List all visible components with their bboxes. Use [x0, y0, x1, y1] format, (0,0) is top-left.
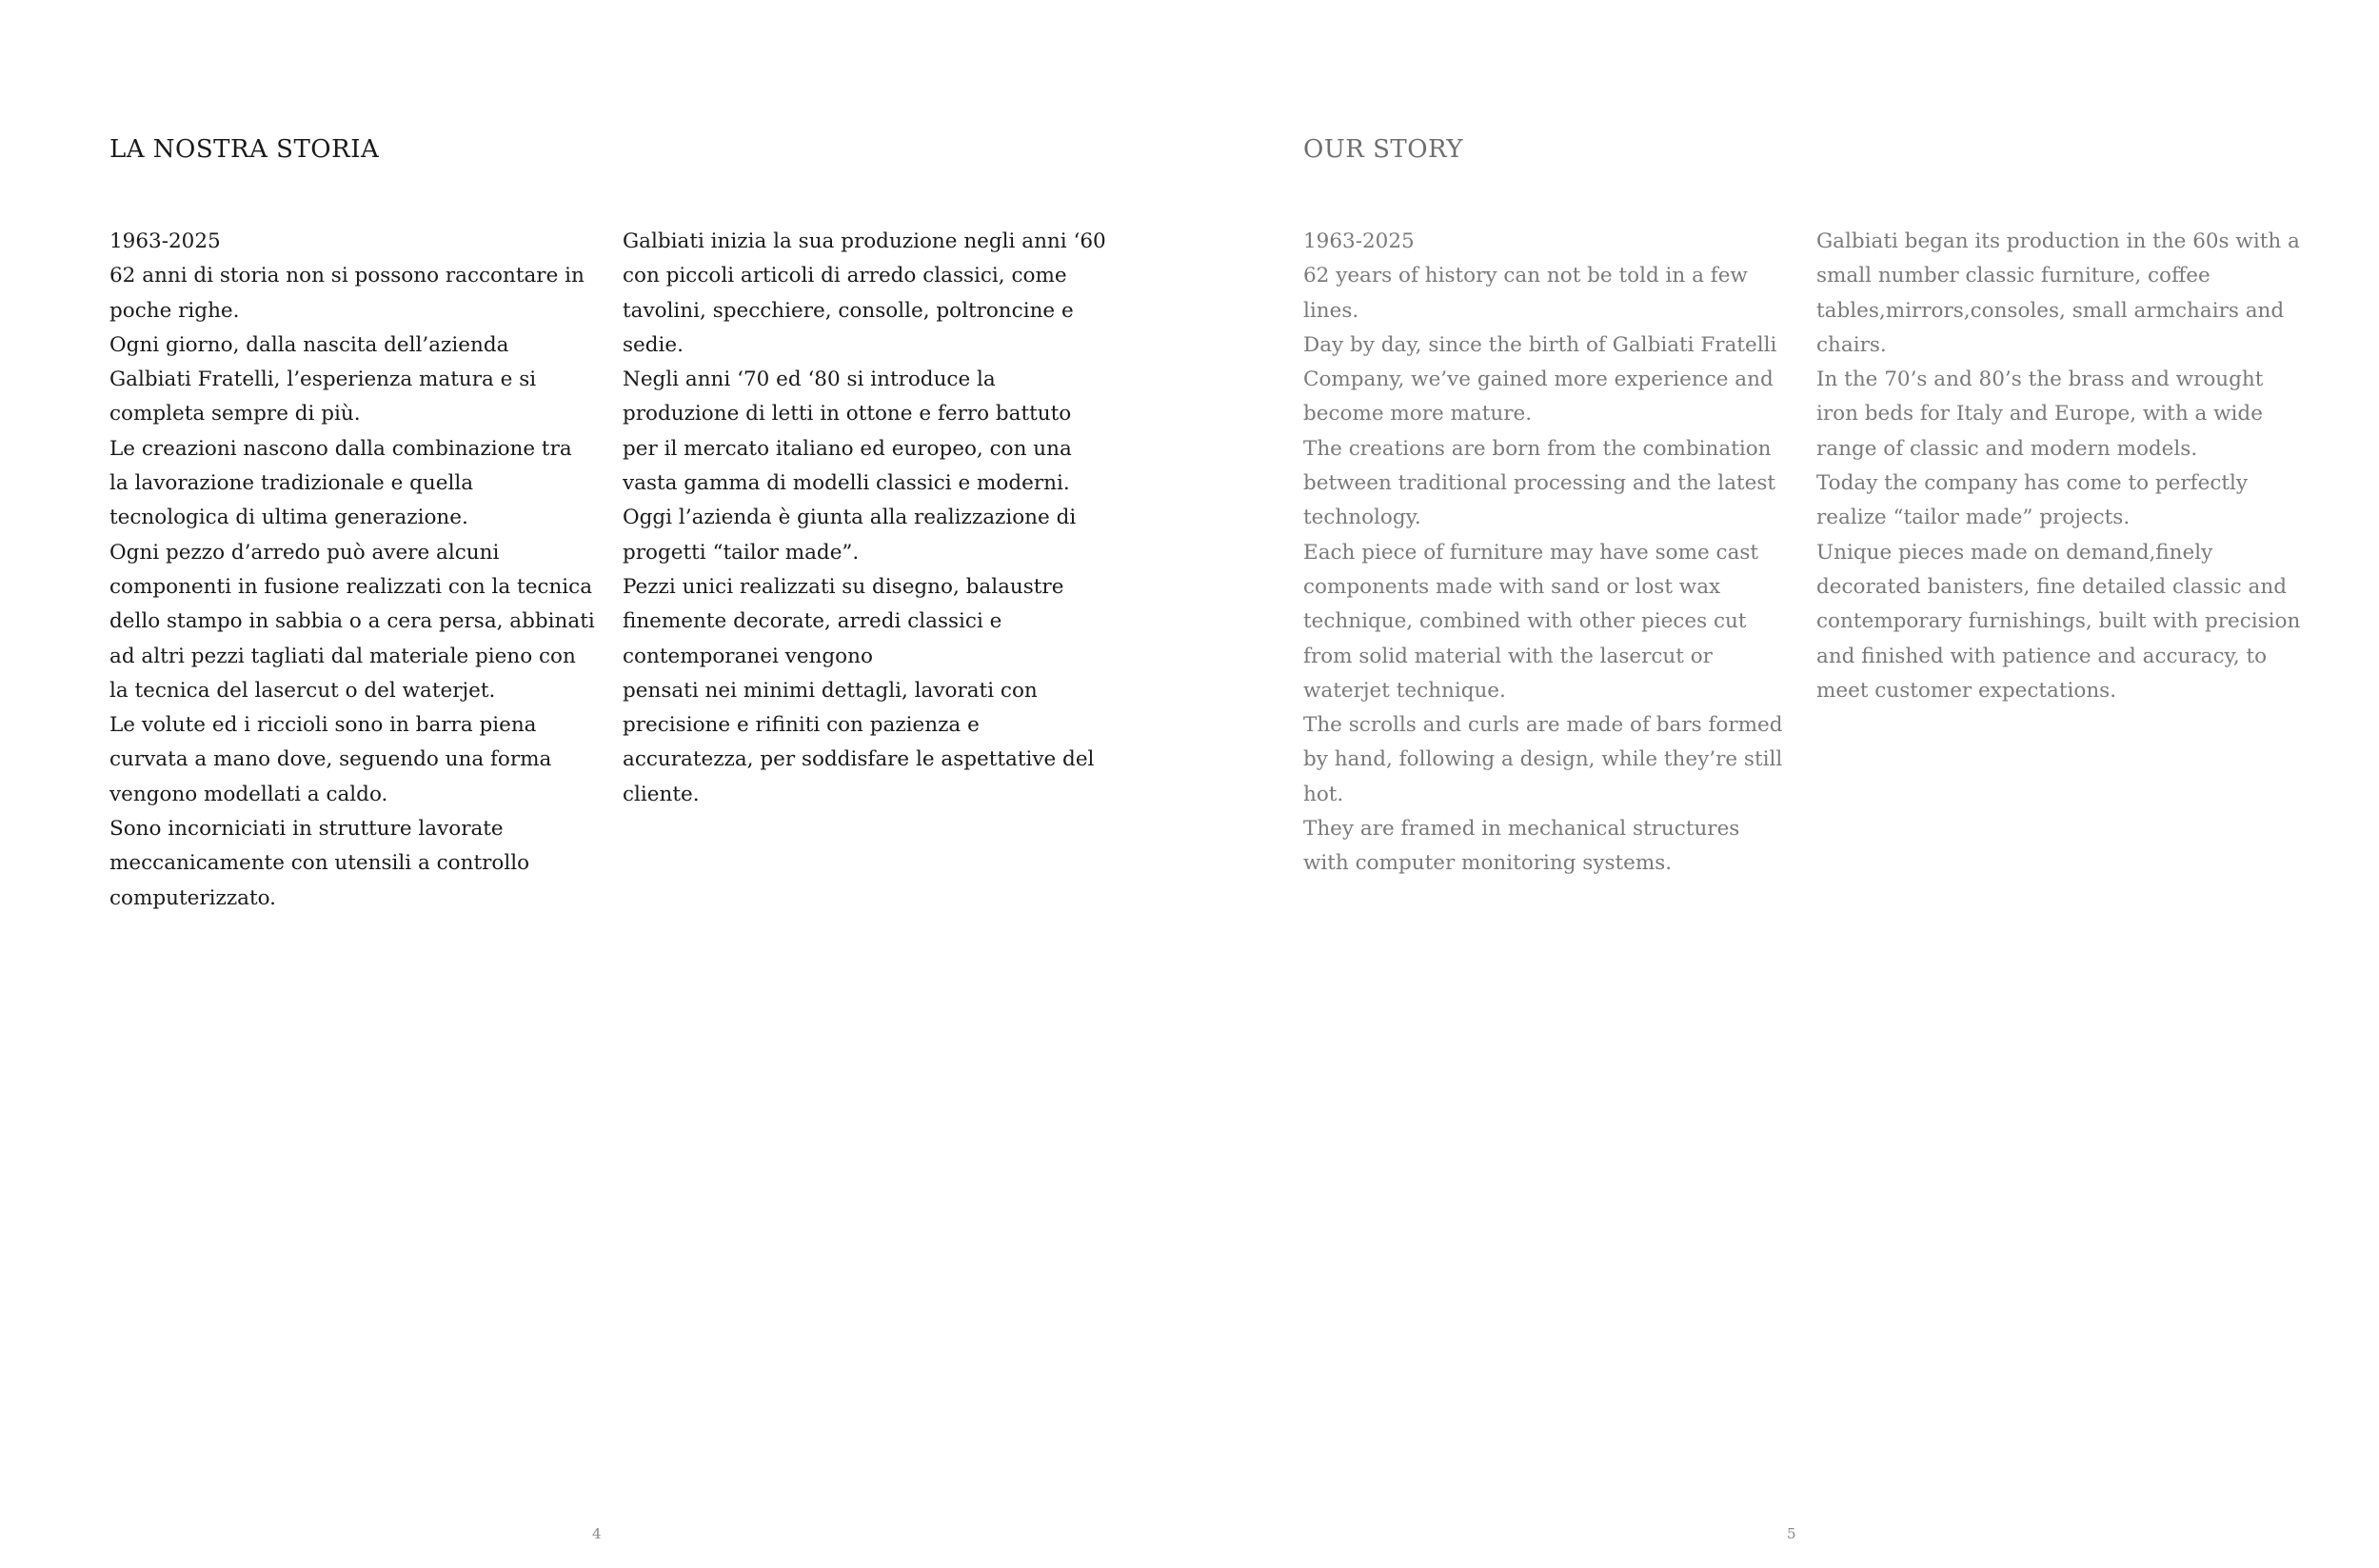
text-column-1	[109, 225, 595, 916]
paragraph: Pezzi unici realizzati su disegno, balaustre finemente decorate, arredi classici e contemporanei vengono	[623, 574, 1064, 668]
page-title: LA NOSTRA STORIA	[109, 135, 380, 164]
page-title: OUR STORY	[1303, 135, 1463, 164]
paragraph: Unique pieces made on demand,finely decorated banisters, fine detailed classic and contemporary furnishings, built with precision and finished with patience and accuracy, to meet customer expectations.	[1816, 540, 2301, 703]
text-column-2	[623, 225, 1108, 812]
paragraph: Sono incorniciati in strutture lavorate meccanicamente con utensili a controllo computerizzato.	[109, 817, 530, 910]
paragraph: 1963-2025	[1303, 229, 1415, 253]
paragraph: Negli anni ‘70 ed ‘80 si introduce la produzione di letti in ottone e ferro battuto per il mercato italiano ed europeo, con una vasta gamma di modelli classici e moderni.	[623, 367, 1072, 496]
paragraph: 62 years of history can not be told in a few lines.	[1303, 264, 1748, 323]
paragraph: Ogni giorno, dalla nascita dell’azienda Galbiati Fratelli, l’esperienza matura e si completa sempre di più.	[109, 332, 537, 427]
paragraph: Le creazioni nascono dalla combinazione tra la lavorazione tradizionale e quella tecnologica di ultima generazione.	[109, 436, 572, 530]
paragraph: Oggi l’azienda è giunta alla realizzazione di progetti “tailor made”.	[623, 506, 1077, 565]
paragraph: Galbiati inizia la sua produzione negli anni ‘60 con piccoli articoli di arredo classici, come tavolini, specchiere, consolle, poltroncine e sedie.	[623, 229, 1106, 357]
paragraph: In the 70’s and 80’s the brass and wrought iron beds for Italy and Europe, with a wide range of classic and modern models.	[1816, 367, 2264, 461]
paragraph: Le volute ed i riccioli sono in barra piena curvata a mano dove, seguendo una forma vengono modellati a caldo.	[109, 713, 552, 806]
paragraph: 62 anni di storia non si possono raccontare in poche righe.	[109, 264, 585, 323]
paragraph: Galbiati began its production in the 60s with a small number classic furniture, coffee tables,mirrors,consoles, small armchairs and chairs.	[1816, 229, 2300, 357]
page-number: 5	[1787, 1525, 1796, 1542]
paragraph: Ogni pezzo d’arredo può avere alcuni componenti in fusione realizzati con la tecnica dello stampo in sabbia o a cera persa, abbinati ad altri pezzi tagliati dal materiale pieno con la tecnica del lasercut o del waterjet.	[109, 540, 595, 703]
paragraph: 1963-2025	[109, 229, 221, 253]
paragraph: Each piece of furniture may have some cast components made with sand or lost wax technique, combined with other pieces cut from solid material with the lasercut or waterjet technique.	[1303, 540, 1759, 703]
paragraph: The creations are born from the combination between traditional processing and the latest technology.	[1303, 436, 1776, 530]
paragraph: pensati nei minimi dettagli, lavorati con precisione e rifiniti con pazienza e accuratezza, per soddisfare le aspettative del cliente.	[623, 678, 1095, 806]
text-column-1	[1303, 225, 1789, 882]
page-left-italian	[0, 0, 1189, 1568]
paragraph: Today the company has come to perfectly realize “tailor made” projects.	[1816, 471, 2249, 530]
page-right-english	[1190, 0, 2379, 1568]
paragraph: Day by day, since the birth of Galbiati Fratelli Company, we’ve gained more experience and become more mature.	[1303, 332, 1777, 427]
page-number: 4	[592, 1525, 602, 1542]
paragraph: They are framed in mechanical structures with computer monitoring systems.	[1303, 817, 1740, 876]
text-column-2	[1816, 225, 2302, 708]
paragraph: The scrolls and curls are made of bars formed by hand, following a design, while they’re still hot.	[1303, 713, 1783, 806]
